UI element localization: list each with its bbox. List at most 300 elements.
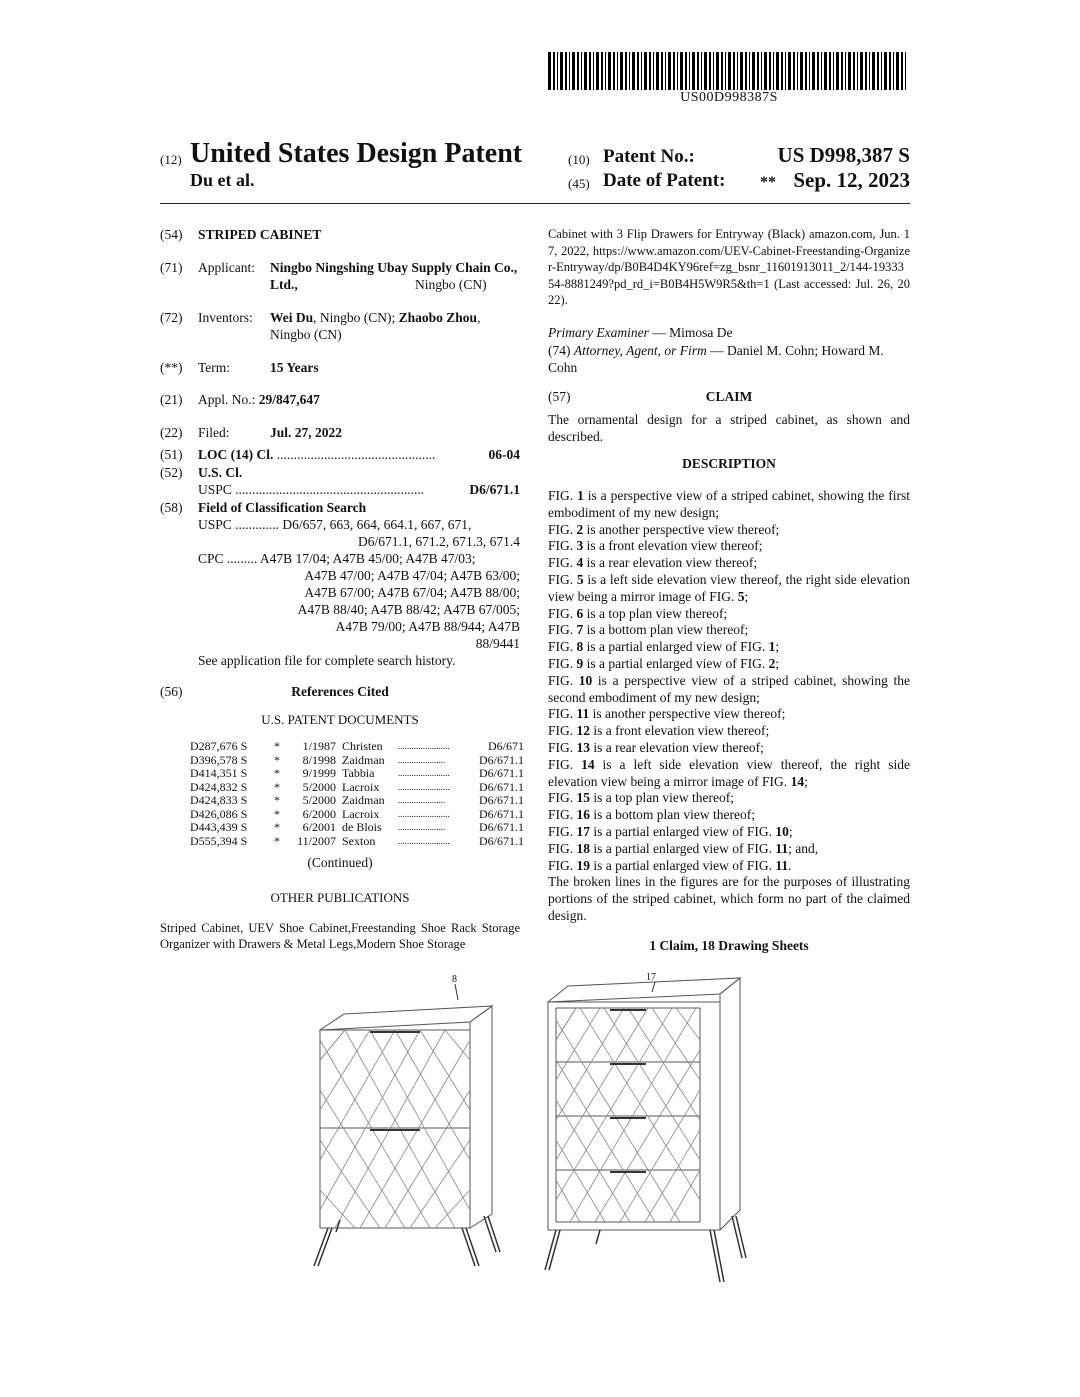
fig-text: FIG.	[548, 538, 577, 554]
barcode-bar	[877, 52, 879, 90]
references-continued: (Continued)	[307, 855, 373, 870]
barcode-bar	[557, 52, 558, 90]
code-51: (51)	[160, 447, 183, 462]
field-uspc-line-1: USPC ............. D6/657, 663, 664, 664.1, 667, 671,	[198, 517, 472, 532]
ref-dots: .......................	[398, 768, 450, 778]
fig-number: 8	[576, 639, 584, 655]
ref-number: D424,832 S	[190, 779, 248, 794]
fig-text: is a partial enlarged view of FIG.	[590, 840, 776, 856]
fig-number: 3	[576, 538, 584, 554]
description-item	[548, 790, 910, 807]
fig-text: is a perspective view of a striped cabinet, showing the second embodiment of my new design;	[548, 672, 910, 705]
uspc-field	[198, 481, 424, 498]
code-74: (74)	[548, 343, 571, 358]
barcode-bar	[649, 52, 651, 90]
ref-class: D6/671.1	[479, 779, 524, 794]
barcode-bar	[673, 52, 675, 90]
table-row	[190, 808, 524, 822]
description-item	[548, 488, 910, 522]
table-row	[190, 740, 524, 754]
fig-text: FIG.	[548, 706, 577, 722]
barcode-bar	[589, 52, 591, 90]
claim-text: The ornamental design for a striped cabinet, as shown and described.	[548, 412, 910, 444]
attorney-line	[548, 342, 910, 376]
ref-class: D6/671.1	[479, 833, 524, 848]
loc-value: 06-04	[488, 447, 520, 462]
barcode-bar	[761, 52, 762, 90]
uspc-label: USPC	[198, 482, 232, 497]
description-item	[548, 538, 910, 555]
ref-star: *	[274, 833, 280, 848]
fig-text: FIG.	[548, 605, 577, 621]
description-item	[548, 673, 910, 707]
ref-number: D396,578 S	[190, 752, 248, 767]
barcode-bar	[869, 52, 870, 90]
barcode-bar	[841, 52, 843, 90]
barcode-bar	[689, 52, 690, 90]
ref-number: D424,833 S	[190, 793, 248, 807]
ref-dots: .......................	[398, 781, 450, 792]
fig-text: is a perspective view of a striped cabinet, showing the first embodiment of my new design;	[548, 488, 910, 520]
fig-text: .	[788, 857, 792, 873]
barcode-bar	[737, 52, 738, 90]
ref-class: D6/671.1	[479, 820, 524, 834]
loc-label: LOC (14) Cl.	[198, 447, 274, 462]
barcode-bar	[793, 52, 795, 90]
barcode-image	[548, 52, 910, 90]
barcode-bar	[668, 52, 671, 90]
uspc-value: D6/671.1	[469, 482, 520, 497]
term-label: Term:	[198, 360, 231, 375]
cpc-line-5: A47B 79/00; A47B 88/944; A47B	[335, 619, 520, 634]
fig-number: 16	[576, 807, 591, 823]
barcode-bar	[836, 52, 839, 90]
ref-date: 6/2000	[302, 806, 336, 821]
code-71: (71)	[160, 260, 183, 275]
patent-type-title: United States Design Patent	[190, 138, 523, 169]
code-12: (12)	[160, 152, 182, 167]
appl-field	[160, 391, 520, 408]
fig-text: is a top plan view thereof;	[590, 790, 734, 806]
barcode-bar	[824, 52, 827, 90]
fig-number: 7	[576, 622, 584, 638]
barcode-bar	[704, 52, 707, 90]
barcode-bar	[692, 52, 695, 90]
fig-text: is a top plan view thereof;	[583, 605, 728, 621]
fig-number: 11	[775, 857, 789, 873]
barcode-bar	[685, 52, 687, 90]
fig-text: FIG.	[548, 857, 577, 873]
barcode-bar	[764, 52, 767, 90]
fig-number: 15	[576, 790, 591, 806]
filed-field	[160, 424, 520, 441]
patent-date: Sep. 12, 2023	[793, 168, 910, 192]
barcode-bar	[716, 52, 719, 90]
code-58: (58)	[160, 500, 183, 515]
ref-number: D443,439 S	[190, 820, 248, 834]
fig-text: FIG.	[548, 739, 577, 755]
other-publications-title: OTHER PUBLICATIONS	[270, 890, 410, 905]
table-row	[190, 754, 524, 768]
description-item	[548, 757, 910, 791]
fig-number: 1	[577, 488, 584, 503]
field-uspc-line-2: D6/671.1, 671.2, 671.3, 671.4	[358, 534, 520, 549]
fig-text: is a partial enlarged view of FIG.	[583, 655, 769, 671]
figure-label-17: 17	[646, 972, 656, 983]
filed-date: Jul. 27, 2022	[270, 425, 343, 440]
appl-number: 29/847,647	[258, 392, 320, 407]
barcode-bar	[653, 52, 654, 90]
ref-date: 1/1987	[302, 739, 336, 753]
barcode-bar	[872, 52, 875, 90]
fig-text: FIG.	[548, 488, 578, 503]
barcode-bar	[896, 52, 899, 90]
code-54: (54)	[160, 227, 183, 242]
barcode-bar	[769, 52, 771, 90]
fig-number: 14	[790, 773, 805, 789]
barcode-bar	[745, 52, 747, 90]
barcode-bar	[713, 52, 714, 90]
barcode-bar	[656, 52, 659, 90]
barcode-bar	[848, 52, 851, 90]
fig-text: FIG.	[548, 655, 577, 671]
ref-number: D426,086 S	[190, 806, 248, 821]
fig-number: 17	[576, 823, 591, 839]
ref-star: *	[274, 739, 280, 753]
description-item	[548, 824, 910, 841]
description-item	[548, 841, 910, 858]
fig-number: 6	[576, 605, 584, 621]
barcode-bar	[857, 52, 858, 90]
header-divider	[160, 203, 910, 204]
barcode-bar	[889, 52, 891, 90]
barcode-bar	[853, 52, 855, 90]
barcode-bar	[809, 52, 810, 90]
code-45: (45)	[568, 176, 590, 191]
barcode-bar	[721, 52, 723, 90]
cabinet-fig-8	[314, 1006, 500, 1266]
code-10: (10)	[568, 152, 590, 167]
ref-number: D555,394 S	[190, 833, 248, 848]
barcode-bar	[677, 52, 678, 90]
fig-number: 10	[775, 823, 789, 839]
publication-continued: Cabinet with 3 Flip Drawers for Entryway (Black) amazon.com, Jun. 17, 2022, https://www.amazon.com/UEV-Cabinet-Freestanding-Organizer-Entryway/dp/B0B4D4KY96ref=zg_bsnr_11601913011_2/144-1933354-8881249?pd_rd_i=B0B4H5W9R5&th=1 (Last accessed: Jul. 26, 2022).	[548, 227, 910, 307]
fig-number: 4	[576, 555, 584, 571]
barcode-bar	[548, 52, 551, 90]
ref-date: 11/2007	[297, 833, 336, 848]
barcode-bar	[553, 52, 555, 90]
date-stars: **	[760, 174, 776, 191]
fig-text: is a partial enlarged view of FIG.	[583, 639, 769, 655]
claims-count: 1 Claim, 18 Drawing Sheets	[649, 938, 809, 953]
fig-text: is a front elevation view thereof;	[583, 538, 763, 554]
barcode-bar	[601, 52, 603, 90]
fig-text: ;	[804, 773, 808, 789]
attorney-name: — Daniel M. Cohn; Howard M. Cohn	[548, 343, 884, 375]
attorney-label: Attorney, Agent, or Firm	[573, 343, 707, 358]
barcode-bar	[709, 52, 711, 90]
fig-number: 5	[737, 588, 745, 604]
barcode-bar	[821, 52, 822, 90]
ref-number: D414,351 S	[190, 766, 248, 780]
fig-text: is another perspective view thereof;	[583, 521, 780, 537]
fig-text: FIG.	[548, 571, 577, 587]
field-search	[160, 499, 520, 516]
barcode-bar	[613, 52, 615, 90]
barcode-bar	[860, 52, 863, 90]
fig-text: ; and,	[788, 840, 819, 856]
fig-number: 12	[576, 723, 591, 739]
ref-name: Lacroix	[342, 806, 380, 821]
inventor-1-location: , Ningbo (CN);	[313, 310, 396, 325]
barcode-bar	[581, 52, 582, 90]
barcode-bar	[680, 52, 683, 90]
ref-star: *	[274, 766, 280, 780]
fig-text: ;	[775, 639, 780, 655]
ref-number: D287,676 S	[190, 739, 248, 753]
barcode-bar	[740, 52, 743, 90]
inventor-2-location: , Ningbo (CN)	[270, 310, 481, 342]
barcode-bar	[865, 52, 867, 90]
ref-name: Lacroix	[342, 779, 380, 794]
fig-number: 19	[576, 857, 591, 873]
ref-date: 5/2000	[302, 793, 336, 807]
ref-name: Zaidman	[342, 752, 385, 767]
description-item	[548, 639, 910, 656]
ref-dots: .......................	[398, 741, 450, 751]
ref-date: 6/2001	[302, 820, 336, 834]
barcode-bar	[785, 52, 786, 90]
ref-dots: .......................	[398, 808, 450, 819]
code-21: (21)	[160, 392, 183, 407]
ref-class: D6/671	[488, 739, 524, 753]
code-56: (56)	[160, 684, 183, 699]
fig-text: ;	[788, 823, 793, 839]
uspc-dots: ........................................................	[235, 482, 425, 497]
fig-text: is another perspective view thereof;	[589, 706, 786, 722]
fig-text: FIG.	[548, 823, 577, 839]
description-item	[548, 807, 910, 824]
table-row	[190, 794, 524, 808]
barcode-bar	[644, 52, 647, 90]
fig-text: FIG.	[548, 639, 577, 655]
broken-lines-note: The broken lines in the figures are for the purposes of illustrating portions of the striped cabinet, which form no part of the claimed design.	[548, 874, 910, 923]
description-item	[548, 606, 910, 623]
barcode-bar	[641, 52, 642, 90]
cpc-line-1: CPC ......... A47B 17/04; A47B 45/00; A47B 47/03;	[198, 551, 476, 566]
examiner-line	[548, 324, 910, 341]
references-table	[190, 740, 524, 848]
barcode-bar	[560, 52, 563, 90]
barcode-bar	[800, 52, 803, 90]
field-search-label: Field of Classification Search	[198, 500, 367, 515]
ref-class: D6/671.1	[479, 806, 524, 821]
fig-text: is a rear elevation view thereof;	[583, 555, 758, 571]
description-item	[548, 522, 910, 539]
code-72: (72)	[160, 310, 183, 325]
ref-star: *	[274, 806, 280, 821]
barcode-bar	[661, 52, 663, 90]
cabinet-fig-17	[545, 978, 746, 1282]
ref-date: 8/1998	[302, 752, 336, 767]
barcode-bar	[584, 52, 587, 90]
cpc-line-3: A47B 67/00; A47B 67/04; A47B 88/00;	[304, 585, 520, 600]
ref-name: Tabbia	[342, 766, 375, 780]
barcode-bar	[893, 52, 894, 90]
barcode-bar	[901, 52, 903, 90]
barcode-bar	[788, 52, 791, 90]
fig-text: FIG.	[548, 807, 577, 823]
references-title: References Cited	[291, 684, 389, 699]
barcode-bar	[881, 52, 882, 90]
barcode-bar	[697, 52, 699, 90]
description-list	[548, 488, 910, 925]
description-item	[548, 572, 910, 606]
other-publications-text: Striped Cabinet, UEV Shoe Cabinet,Freestanding Shoe Rack Storage Organizer with Drawers & Metal Legs,Modern Shoe Storage	[160, 921, 520, 951]
barcode-bar	[665, 52, 666, 90]
barcode-bar	[572, 52, 575, 90]
description-title: DESCRIPTION	[682, 456, 776, 471]
fig-text: FIG.	[548, 521, 577, 537]
cpc-line-2: A47B 47/00; A47B 47/04; A47B 63/00;	[304, 568, 520, 583]
code-52: (52)	[160, 465, 183, 480]
fig-text: is a bottom plan view thereof;	[583, 622, 749, 638]
ref-class: D6/671.1	[479, 766, 524, 780]
barcode-bar	[905, 52, 906, 90]
appl-label: Appl. No.:	[198, 392, 256, 407]
description-item	[548, 706, 910, 723]
fig-number: 18	[576, 840, 591, 856]
fig-text: FIG.	[548, 555, 577, 571]
table-row	[190, 767, 524, 781]
examiner-name: — Mimosa De	[652, 325, 733, 340]
loc-dots: ...............................................	[276, 447, 436, 462]
fig-text: is a front elevation view thereof;	[590, 723, 770, 739]
ref-star: *	[274, 779, 280, 794]
barcode-bar	[884, 52, 887, 90]
barcode-bar	[577, 52, 579, 90]
examiner-label: Primary Examiner	[548, 325, 649, 340]
ref-name: de Blois	[342, 820, 382, 834]
barcode-bar	[781, 52, 783, 90]
fig-number: 2	[768, 655, 776, 671]
barcode-bar	[797, 52, 798, 90]
fig-text: ;	[775, 655, 780, 671]
ref-dots: .....................	[398, 822, 446, 832]
barcode-bar	[565, 52, 567, 90]
fig-text: is a left side elevation view thereof, the right side elevation view being a mirror image of FIG.	[548, 756, 910, 789]
title-field	[160, 226, 520, 243]
inventors-label: Inventors:	[198, 310, 253, 325]
fig-number: 9	[576, 655, 584, 671]
barcode-bar	[596, 52, 599, 90]
claim-title: CLAIM	[705, 389, 753, 404]
barcode-bar	[632, 52, 635, 90]
barcode-bar	[829, 52, 831, 90]
fig-text: is a rear elevation view thereof;	[590, 739, 764, 755]
fig-text: FIG.	[548, 622, 577, 638]
fig-text: FIG.	[548, 672, 579, 688]
loc-field	[160, 446, 520, 463]
barcode-bar	[593, 52, 594, 90]
fig-number: 13	[576, 739, 591, 755]
barcode-bar	[805, 52, 807, 90]
barcode-bar	[608, 52, 611, 90]
ref-class: D6/671.1	[479, 793, 524, 807]
fig-number: 14	[581, 756, 595, 772]
ref-date: 5/2000	[302, 779, 336, 794]
description-item	[548, 740, 910, 757]
us-patent-docs-title: U.S. PATENT DOCUMENTS	[261, 712, 419, 727]
inventors-field	[160, 309, 520, 343]
description-item	[548, 622, 910, 639]
term-field	[160, 359, 520, 376]
code-22: (22)	[160, 425, 183, 440]
ref-dots: .....................	[398, 754, 446, 765]
cpc-line-6: 88/9441	[475, 636, 520, 651]
uscl-field	[160, 464, 520, 481]
barcode-bar	[637, 52, 639, 90]
applicant-location: Ningbo (CN)	[415, 277, 487, 292]
date-label: Date of Patent:	[603, 170, 726, 191]
barcode-number: US00D998387S	[680, 90, 778, 105]
barcode-bar	[845, 52, 846, 90]
inventor-2: Zhaobo Zhou	[398, 310, 478, 325]
barcode-bar	[725, 52, 726, 90]
cabinet-drawing	[300, 970, 770, 1290]
barcode-bar	[833, 52, 834, 90]
barcode-bar	[749, 52, 750, 90]
code-57: (57)	[548, 389, 571, 404]
patent-no-label: Patent No.:	[603, 146, 695, 167]
invention-title: STRIPED CABINET	[198, 227, 322, 242]
fig-text: FIG.	[548, 723, 577, 739]
references-table-wrap	[190, 740, 524, 848]
fig-text: is a partial enlarged view of FIG.	[590, 857, 776, 873]
applicant-label: Applicant:	[198, 260, 255, 275]
fig-number: 2	[576, 521, 584, 537]
fig-number: 11	[775, 840, 789, 856]
barcode-bar	[605, 52, 606, 90]
fig-text: FIG.	[548, 790, 577, 806]
ref-class: D6/671.1	[479, 752, 524, 767]
table-row	[190, 781, 524, 795]
ref-name: Christen	[342, 739, 383, 753]
description-item	[548, 723, 910, 740]
barcode-bar	[773, 52, 774, 90]
barcode-bar	[620, 52, 623, 90]
barcode-bar	[776, 52, 779, 90]
filed-label: Filed:	[198, 425, 230, 440]
patent-no: US D998,387 S	[777, 143, 910, 167]
barcode-bar	[812, 52, 815, 90]
barcode-bar	[757, 52, 759, 90]
term-value: 15 Years	[270, 360, 319, 375]
fig-text: is a bottom plan view thereof;	[590, 807, 755, 823]
fig-number: 10	[578, 672, 593, 688]
barcode-bar	[728, 52, 731, 90]
ref-dots: .....................	[398, 795, 446, 805]
uscl-label: U.S. Cl.	[198, 465, 243, 480]
fig-text: is a left side elevation view thereof, the right side elevation view being a mirror image of FIG.	[548, 571, 910, 604]
applicant-name: Ningbo Ningshing Ubay Supply Chain Co., Ltd.,	[270, 260, 518, 292]
figure-label-8: 8	[452, 974, 457, 985]
barcode-bar	[817, 52, 819, 90]
ref-star: *	[274, 820, 280, 834]
ref-dots: .......................	[398, 835, 450, 846]
authors: Du et al.	[190, 170, 255, 190]
ref-star: *	[274, 752, 280, 767]
